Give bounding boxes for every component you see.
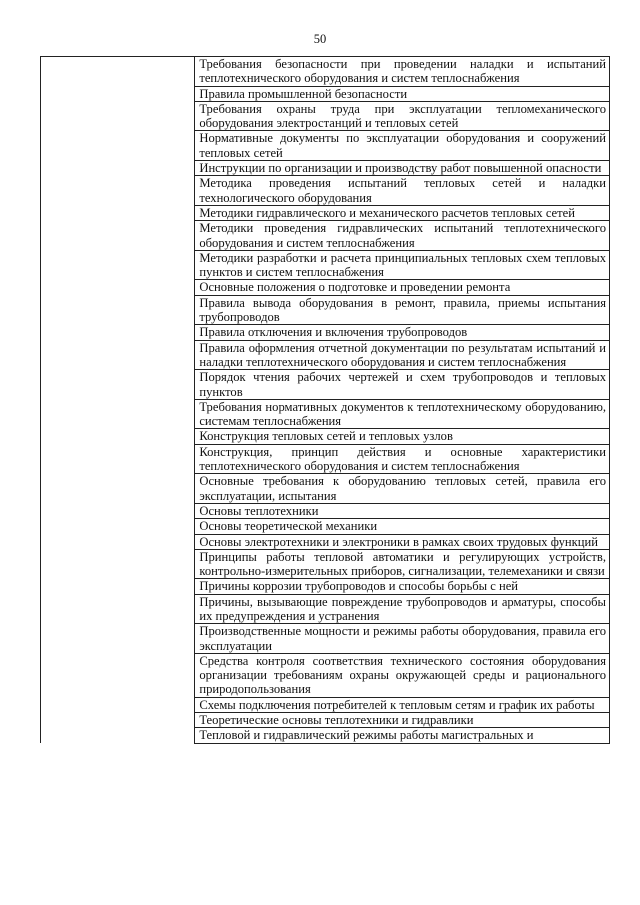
knowledge-table bbox=[40, 56, 610, 744]
requirement-cell: Основные требования к оборудованию тепловых сетей, правила его эксплуатации, испытания bbox=[195, 474, 610, 504]
requirement-cell: Схемы подключения потребителей к тепловым сетям и график их работы bbox=[195, 697, 610, 712]
requirement-cell: Требования охраны труда при эксплуатации тепломеханического оборудования электростанций и тепловых сетей bbox=[195, 101, 610, 131]
table-row bbox=[41, 57, 610, 87]
requirement-cell: Требования безопасности при проведении наладки и испытаний теплотехнического оборудования и систем теплоснабжения bbox=[195, 57, 610, 87]
requirement-cell: Конструкция, принцип действия и основные характеристики теплотехнического оборудования и систем теплоснабжения bbox=[195, 444, 610, 474]
knowledge-table-wrapper bbox=[40, 56, 610, 905]
requirement-cell: Основы электротехники и электроники в рамках своих трудовых функций bbox=[195, 534, 610, 549]
requirement-cell: Правила промышленной безопасности bbox=[195, 86, 610, 101]
requirement-cell: Правила отключения и включения трубопроводов bbox=[195, 325, 610, 340]
requirement-cell: Теоретические основы теплотехники и гидравлики bbox=[195, 713, 610, 728]
requirement-cell: Методики разработки и расчета принципиальных тепловых схем тепловых пунктов и систем теплоснабжения bbox=[195, 250, 610, 280]
requirement-cell: Инструкции по организации и производству работ повышенной опасности bbox=[195, 161, 610, 176]
requirement-cell: Конструкция тепловых сетей и тепловых узлов bbox=[195, 429, 610, 444]
requirement-cell: Основные положения о подготовке и проведении ремонта bbox=[195, 280, 610, 295]
requirement-cell: Методики гидравлического и механического расчетов тепловых сетей bbox=[195, 205, 610, 220]
requirement-cell: Методика проведения испытаний тепловых сетей и наладки технологического оборудования bbox=[195, 176, 610, 206]
requirement-cell: Производственные мощности и режимы работы оборудования, правила его эксплуатации bbox=[195, 624, 610, 654]
requirement-cell: Методики проведения гидравлических испытаний теплотехнического оборудования и систем теплоснабжения bbox=[195, 221, 610, 251]
requirement-cell: Порядок чтения рабочих чертежей и схем трубопроводов и тепловых пунктов bbox=[195, 370, 610, 400]
requirement-cell: Причины коррозии трубопроводов и способы борьбы с ней bbox=[195, 579, 610, 594]
requirement-cell: Средства контроля соответствия технического состояния оборудования организации требованиям охраны окружающей среды и рационального природопользования bbox=[195, 653, 610, 697]
requirement-cell: Причины, вызывающие повреждение трубопроводов и арматуры, способы их предупреждения и устранения bbox=[195, 594, 610, 624]
category-cell bbox=[41, 57, 195, 744]
requirement-cell: Основы теплотехники bbox=[195, 503, 610, 518]
requirement-cell: Основы теоретической механики bbox=[195, 519, 610, 534]
requirement-cell: Правила вывода оборудования в ремонт, правила, приемы испытания трубопроводов bbox=[195, 295, 610, 325]
requirement-cell: Правила оформления отчетной документации по результатам испытаний и наладки теплотехнического оборудования и систем теплоснабжения bbox=[195, 340, 610, 370]
page-number: 50 bbox=[313, 32, 327, 46]
knowledge-table-body bbox=[41, 57, 610, 744]
requirement-cell: Нормативные документы по эксплуатации оборудования и сооружений тепловых сетей bbox=[195, 131, 610, 161]
requirement-cell: Принципы работы тепловой автоматики и регулирующих устройств, контрольно-измерительных приборов, сигнализации, телемеханики и связи bbox=[195, 549, 610, 579]
requirement-cell: Тепловой и гидравлический режимы работы магистральных и bbox=[195, 728, 610, 743]
requirement-cell: Требования нормативных документов к теплотехническому оборудованию, системам теплоснабжения bbox=[195, 399, 610, 429]
